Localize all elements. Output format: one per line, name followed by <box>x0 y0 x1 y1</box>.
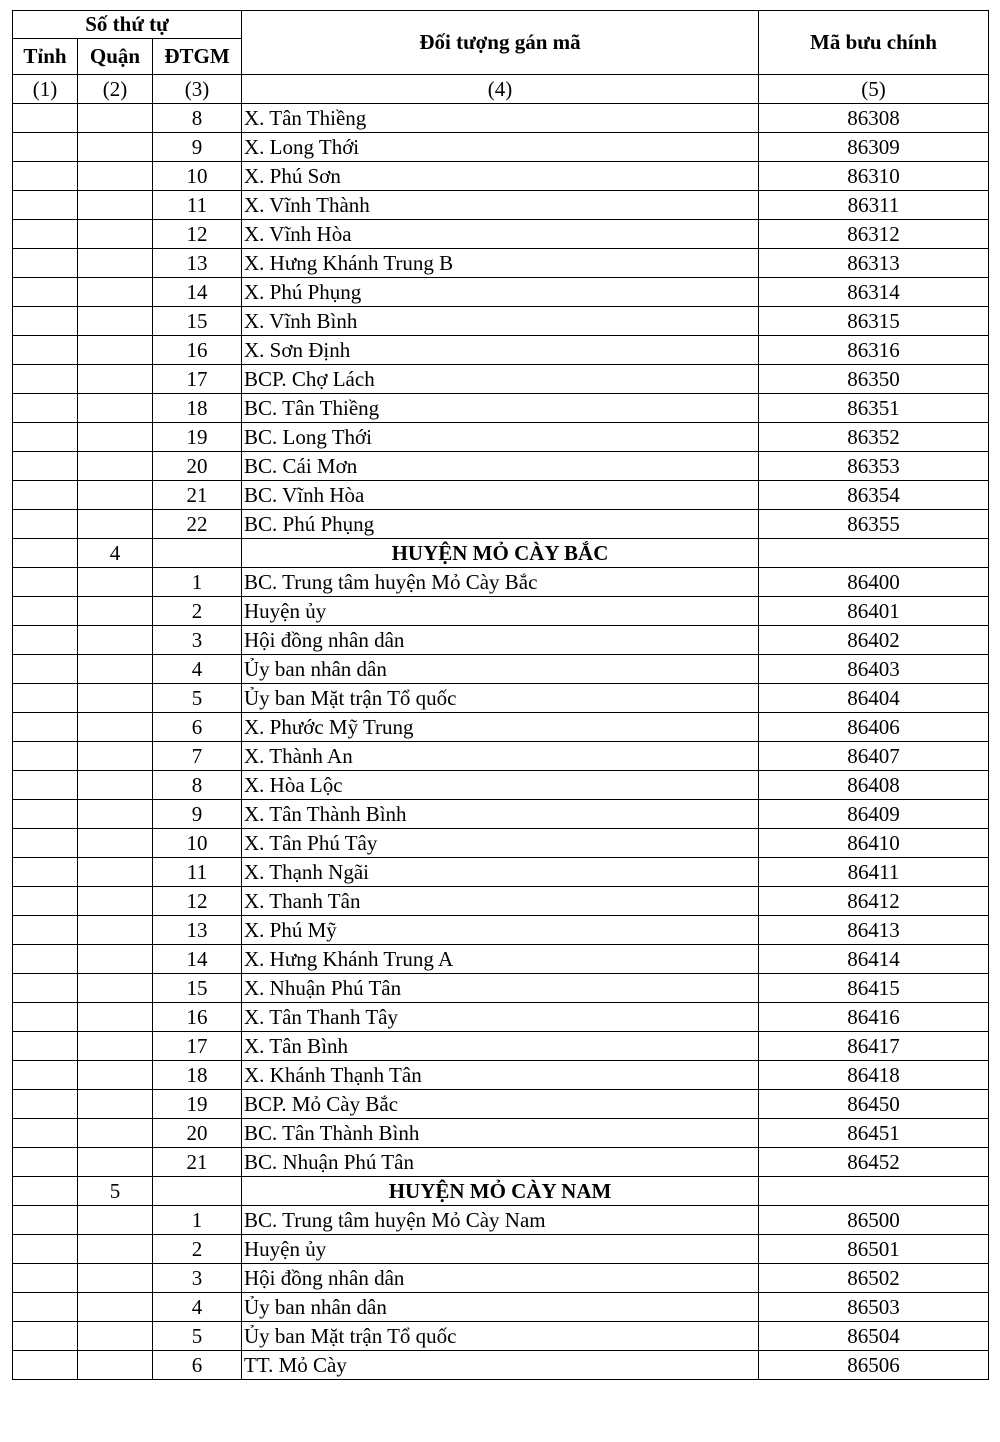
quan-cell <box>78 104 153 133</box>
postal-code-cell: 86315 <box>759 307 989 336</box>
tinh-cell <box>13 887 78 916</box>
postal-code-cell: 86404 <box>759 684 989 713</box>
table-row <box>13 887 989 916</box>
quan-cell <box>78 1206 153 1235</box>
postal-code-cell: 86451 <box>759 1119 989 1148</box>
dtgm-cell: 20 <box>153 452 242 481</box>
object-name-cell: X. Hưng Khánh Trung B <box>242 249 759 278</box>
object-name-cell: X. Nhuận Phú Tân <box>242 974 759 1003</box>
postal-code-cell: 86504 <box>759 1322 989 1351</box>
quan-cell <box>78 829 153 858</box>
object-name-cell: Hội đồng nhân dân <box>242 626 759 655</box>
quan-cell <box>78 394 153 423</box>
postal-code-cell: 86418 <box>759 1061 989 1090</box>
tinh-cell <box>13 1293 78 1322</box>
table-row <box>13 1148 989 1177</box>
header-object: Đối tượng gán mã <box>242 11 759 75</box>
object-name-cell: X. Vĩnh Thành <box>242 191 759 220</box>
object-name-cell: X. Tân Phú Tây <box>242 829 759 858</box>
tinh-cell <box>13 916 78 945</box>
object-name-cell: Huyện ủy <box>242 1235 759 1264</box>
object-name-cell: X. Khánh Thạnh Tân <box>242 1061 759 1090</box>
table-row <box>13 916 989 945</box>
dtgm-cell <box>153 539 242 568</box>
district-section-row <box>13 1177 989 1206</box>
postal-code-cell: 86416 <box>759 1003 989 1032</box>
postal-code-cell: 86409 <box>759 800 989 829</box>
quan-cell <box>78 423 153 452</box>
header-so-thu-tu: Số thứ tự <box>13 11 242 39</box>
district-name-cell: HUYỆN MỎ CÀY BẮC <box>242 539 759 568</box>
quan-cell <box>78 307 153 336</box>
object-name-cell: X. Tân Bình <box>242 1032 759 1061</box>
postal-code-cell: 86417 <box>759 1032 989 1061</box>
dtgm-cell: 1 <box>153 568 242 597</box>
quan-cell <box>78 655 153 684</box>
object-name-cell: X. Hưng Khánh Trung A <box>242 945 759 974</box>
tinh-cell <box>13 394 78 423</box>
object-name-cell: X. Thanh Tân <box>242 887 759 916</box>
object-name-cell: Huyện ủy <box>242 597 759 626</box>
tinh-cell <box>13 220 78 249</box>
dtgm-cell: 10 <box>153 829 242 858</box>
tinh-cell <box>13 713 78 742</box>
postal-code-cell: 86402 <box>759 626 989 655</box>
header-postal-code: Mã bưu chính <box>759 11 989 75</box>
quan-cell <box>78 336 153 365</box>
table-row <box>13 1032 989 1061</box>
postal-code-cell: 86354 <box>759 481 989 510</box>
table-row <box>13 1206 989 1235</box>
postal-code-cell: 86501 <box>759 1235 989 1264</box>
quan-cell <box>78 1119 153 1148</box>
postal-code-cell: 86410 <box>759 829 989 858</box>
quan-cell <box>78 858 153 887</box>
object-name-cell: X. Long Thới <box>242 133 759 162</box>
tinh-cell <box>13 104 78 133</box>
header-dtgm: ĐTGM <box>153 39 242 75</box>
object-name-cell: X. Vĩnh Bình <box>242 307 759 336</box>
quan-cell <box>78 1322 153 1351</box>
tinh-cell <box>13 1061 78 1090</box>
table-row <box>13 510 989 539</box>
tinh-cell <box>13 162 78 191</box>
table-row <box>13 1061 989 1090</box>
tinh-cell <box>13 278 78 307</box>
tinh-cell <box>13 1264 78 1293</box>
postal-code-cell: 86351 <box>759 394 989 423</box>
table-row <box>13 800 989 829</box>
dtgm-cell: 9 <box>153 800 242 829</box>
dtgm-cell: 19 <box>153 1090 242 1119</box>
dtgm-cell: 17 <box>153 1032 242 1061</box>
quan-cell: 4 <box>78 539 153 568</box>
object-name-cell: BC. Long Thới <box>242 423 759 452</box>
table-row <box>13 713 989 742</box>
quan-cell: 5 <box>78 1177 153 1206</box>
table-row <box>13 365 989 394</box>
quan-cell <box>78 481 153 510</box>
postal-code-cell: 86503 <box>759 1293 989 1322</box>
tinh-cell <box>13 481 78 510</box>
dtgm-cell: 15 <box>153 307 242 336</box>
dtgm-cell: 15 <box>153 974 242 1003</box>
quan-cell <box>78 1264 153 1293</box>
tinh-cell <box>13 742 78 771</box>
tinh-cell <box>13 800 78 829</box>
quan-cell <box>78 133 153 162</box>
postal-code-cell: 86413 <box>759 916 989 945</box>
tinh-cell <box>13 1351 78 1380</box>
object-name-cell: X. Phú Phụng <box>242 278 759 307</box>
dtgm-cell: 12 <box>153 220 242 249</box>
index-cell: (1) <box>13 75 78 104</box>
dtgm-cell: 13 <box>153 249 242 278</box>
quan-cell <box>78 1235 153 1264</box>
table-header <box>13 11 989 104</box>
postal-code-cell: 86450 <box>759 1090 989 1119</box>
table-row <box>13 974 989 1003</box>
tinh-cell <box>13 423 78 452</box>
object-name-cell: Ủy ban nhân dân <box>242 1293 759 1322</box>
postal-code-cell: 86312 <box>759 220 989 249</box>
tinh-cell <box>13 452 78 481</box>
dtgm-cell: 17 <box>153 365 242 394</box>
quan-cell <box>78 945 153 974</box>
quan-cell <box>78 510 153 539</box>
object-name-cell: X. Tân Thành Bình <box>242 800 759 829</box>
table-row <box>13 568 989 597</box>
quan-cell <box>78 1148 153 1177</box>
postal-code-cell: 86502 <box>759 1264 989 1293</box>
quan-cell <box>78 452 153 481</box>
table-row <box>13 162 989 191</box>
object-name-cell: X. Thạnh Ngãi <box>242 858 759 887</box>
postal-code-cell <box>759 1177 989 1206</box>
object-name-cell: X. Phú Sơn <box>242 162 759 191</box>
postal-code-cell: 86400 <box>759 568 989 597</box>
tinh-cell <box>13 1235 78 1264</box>
district-section-row <box>13 539 989 568</box>
tinh-cell <box>13 539 78 568</box>
object-name-cell: X. Hòa Lộc <box>242 771 759 800</box>
table-row <box>13 1090 989 1119</box>
table-row <box>13 133 989 162</box>
object-name-cell: BC. Tân Thiềng <box>242 394 759 423</box>
postal-code-cell: 86316 <box>759 336 989 365</box>
index-cell: (5) <box>759 75 989 104</box>
dtgm-cell: 6 <box>153 713 242 742</box>
tinh-cell <box>13 1177 78 1206</box>
dtgm-cell: 18 <box>153 394 242 423</box>
object-name-cell: Hội đồng nhân dân <box>242 1264 759 1293</box>
quan-cell <box>78 249 153 278</box>
object-name-cell: BC. Trung tâm huyện Mỏ Cày Nam <box>242 1206 759 1235</box>
dtgm-cell: 21 <box>153 481 242 510</box>
table-row <box>13 597 989 626</box>
object-name-cell: X. Tân Thiềng <box>242 104 759 133</box>
table-row <box>13 1351 989 1380</box>
dtgm-cell: 14 <box>153 278 242 307</box>
quan-cell <box>78 1003 153 1032</box>
table-row <box>13 249 989 278</box>
table-row <box>13 1264 989 1293</box>
dtgm-cell: 20 <box>153 1119 242 1148</box>
dtgm-cell: 2 <box>153 1235 242 1264</box>
quan-cell <box>78 916 153 945</box>
table-row <box>13 278 989 307</box>
tinh-cell <box>13 1090 78 1119</box>
table-row <box>13 104 989 133</box>
postal-code-cell: 86408 <box>759 771 989 800</box>
header-tinh: Tỉnh <box>13 39 78 75</box>
table-row <box>13 191 989 220</box>
object-name-cell: BCP. Chợ Lách <box>242 365 759 394</box>
tinh-cell <box>13 597 78 626</box>
dtgm-cell: 1 <box>153 1206 242 1235</box>
object-name-cell: X. Sơn Định <box>242 336 759 365</box>
postal-code-cell: 86313 <box>759 249 989 278</box>
column-index-row <box>13 75 989 104</box>
object-name-cell: BC. Phú Phụng <box>242 510 759 539</box>
index-cell: (2) <box>78 75 153 104</box>
quan-cell <box>78 568 153 597</box>
quan-cell <box>78 1351 153 1380</box>
tinh-cell <box>13 1003 78 1032</box>
tinh-cell <box>13 858 78 887</box>
tinh-cell <box>13 510 78 539</box>
dtgm-cell: 8 <box>153 104 242 133</box>
table-row <box>13 945 989 974</box>
postal-code-cell: 86500 <box>759 1206 989 1235</box>
table-row <box>13 1293 989 1322</box>
postal-code-cell: 86401 <box>759 597 989 626</box>
dtgm-cell: 19 <box>153 423 242 452</box>
index-cell: (4) <box>242 75 759 104</box>
quan-cell <box>78 684 153 713</box>
quan-cell <box>78 771 153 800</box>
postal-code-cell: 86412 <box>759 887 989 916</box>
dtgm-cell: 6 <box>153 1351 242 1380</box>
quan-cell <box>78 974 153 1003</box>
table-row <box>13 1322 989 1351</box>
object-name-cell: BCP. Mỏ Cày Bắc <box>242 1090 759 1119</box>
postal-code-cell: 86309 <box>759 133 989 162</box>
object-name-cell: BC. Cái Mơn <box>242 452 759 481</box>
table-row <box>13 452 989 481</box>
dtgm-cell: 16 <box>153 336 242 365</box>
table-row <box>13 220 989 249</box>
quan-cell <box>78 1090 153 1119</box>
table-row <box>13 1235 989 1264</box>
tinh-cell <box>13 771 78 800</box>
object-name-cell: Ủy ban nhân dân <box>242 655 759 684</box>
tinh-cell <box>13 1148 78 1177</box>
dtgm-cell: 3 <box>153 626 242 655</box>
tinh-cell <box>13 1206 78 1235</box>
quan-cell <box>78 1061 153 1090</box>
dtgm-cell: 16 <box>153 1003 242 1032</box>
table-row <box>13 1119 989 1148</box>
tinh-cell <box>13 974 78 1003</box>
object-name-cell: X. Phước Mỹ Trung <box>242 713 759 742</box>
postal-code-cell: 86355 <box>759 510 989 539</box>
postal-code-cell: 86352 <box>759 423 989 452</box>
postal-code-cell: 86403 <box>759 655 989 684</box>
object-name-cell: Ủy ban Mặt trận Tổ quốc <box>242 1322 759 1351</box>
postal-code-cell: 86308 <box>759 104 989 133</box>
quan-cell <box>78 887 153 916</box>
header-quan: Quận <box>78 39 153 75</box>
index-cell: (3) <box>153 75 242 104</box>
quan-cell <box>78 278 153 307</box>
postal-code-cell: 86411 <box>759 858 989 887</box>
object-name-cell: X. Tân Thanh Tây <box>242 1003 759 1032</box>
table-row <box>13 684 989 713</box>
quan-cell <box>78 1032 153 1061</box>
dtgm-cell: 5 <box>153 684 242 713</box>
quan-cell <box>78 191 153 220</box>
table-row <box>13 829 989 858</box>
tinh-cell <box>13 249 78 278</box>
object-name-cell: X. Thành An <box>242 742 759 771</box>
quan-cell <box>78 220 153 249</box>
quan-cell <box>78 365 153 394</box>
object-name-cell: BC. Vĩnh Hòa <box>242 481 759 510</box>
object-name-cell: Ủy ban Mặt trận Tổ quốc <box>242 684 759 713</box>
postal-code-cell: 86406 <box>759 713 989 742</box>
dtgm-cell: 22 <box>153 510 242 539</box>
object-name-cell: TT. Mỏ Cày <box>242 1351 759 1380</box>
dtgm-cell: 9 <box>153 133 242 162</box>
quan-cell <box>78 742 153 771</box>
tinh-cell <box>13 307 78 336</box>
quan-cell <box>78 626 153 655</box>
dtgm-cell: 3 <box>153 1264 242 1293</box>
dtgm-cell: 2 <box>153 597 242 626</box>
object-name-cell: BC. Trung tâm huyện Mỏ Cày Bắc <box>242 568 759 597</box>
table-row <box>13 394 989 423</box>
dtgm-cell: 8 <box>153 771 242 800</box>
dtgm-cell: 11 <box>153 858 242 887</box>
tinh-cell <box>13 133 78 162</box>
dtgm-cell <box>153 1177 242 1206</box>
table-row <box>13 307 989 336</box>
object-name-cell: BC. Tân Thành Bình <box>242 1119 759 1148</box>
district-name-cell: HUYỆN MỎ CÀY NAM <box>242 1177 759 1206</box>
postal-code-cell <box>759 539 989 568</box>
table-row <box>13 655 989 684</box>
dtgm-cell: 5 <box>153 1322 242 1351</box>
postal-code-cell: 86353 <box>759 452 989 481</box>
dtgm-cell: 4 <box>153 655 242 684</box>
postal-code-cell: 86414 <box>759 945 989 974</box>
quan-cell <box>78 597 153 626</box>
postal-code-cell: 86314 <box>759 278 989 307</box>
quan-cell <box>78 162 153 191</box>
tinh-cell <box>13 684 78 713</box>
tinh-cell <box>13 336 78 365</box>
table-row <box>13 423 989 452</box>
table-row <box>13 742 989 771</box>
postal-code-cell: 86311 <box>759 191 989 220</box>
dtgm-cell: 7 <box>153 742 242 771</box>
dtgm-cell: 13 <box>153 916 242 945</box>
dtgm-cell: 10 <box>153 162 242 191</box>
tinh-cell <box>13 655 78 684</box>
tinh-cell <box>13 568 78 597</box>
postal-code-cell: 86310 <box>759 162 989 191</box>
quan-cell <box>78 1293 153 1322</box>
table-row <box>13 336 989 365</box>
table-row <box>13 626 989 655</box>
dtgm-cell: 21 <box>153 1148 242 1177</box>
quan-cell <box>78 713 153 742</box>
table-body <box>13 104 989 1380</box>
postal-code-table <box>12 10 989 1380</box>
quan-cell <box>78 800 153 829</box>
object-name-cell: X. Vĩnh Hòa <box>242 220 759 249</box>
dtgm-cell: 14 <box>153 945 242 974</box>
table-row <box>13 771 989 800</box>
postal-code-cell: 86407 <box>759 742 989 771</box>
tinh-cell <box>13 1032 78 1061</box>
table-row <box>13 481 989 510</box>
postal-code-cell: 86415 <box>759 974 989 1003</box>
tinh-cell <box>13 1119 78 1148</box>
tinh-cell <box>13 1322 78 1351</box>
table-row <box>13 1003 989 1032</box>
tinh-cell <box>13 191 78 220</box>
postal-code-cell: 86350 <box>759 365 989 394</box>
dtgm-cell: 11 <box>153 191 242 220</box>
tinh-cell <box>13 365 78 394</box>
dtgm-cell: 4 <box>153 1293 242 1322</box>
postal-code-cell: 86506 <box>759 1351 989 1380</box>
dtgm-cell: 18 <box>153 1061 242 1090</box>
tinh-cell <box>13 829 78 858</box>
object-name-cell: X. Phú Mỹ <box>242 916 759 945</box>
tinh-cell <box>13 626 78 655</box>
object-name-cell: BC. Nhuận Phú Tân <box>242 1148 759 1177</box>
postal-code-cell: 86452 <box>759 1148 989 1177</box>
tinh-cell <box>13 945 78 974</box>
dtgm-cell: 12 <box>153 887 242 916</box>
table-row <box>13 858 989 887</box>
